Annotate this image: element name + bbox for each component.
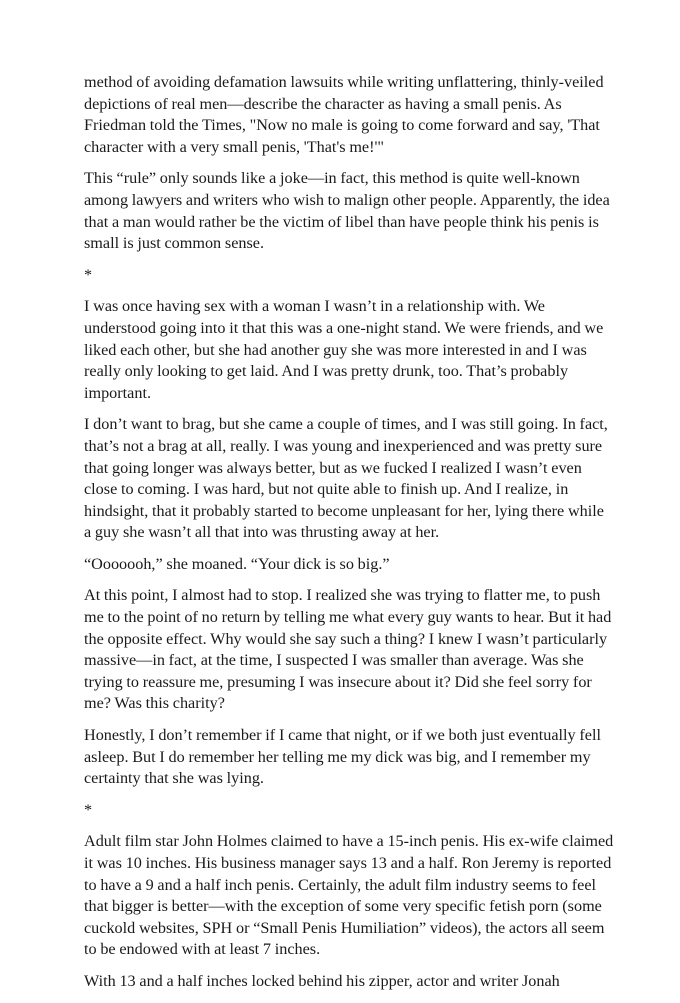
paragraph-honestly: Honestly, I don’t remember if I came that night, or if we both just eventually fell asleep. But I do remember her telling me my dick was big, and I remember my certainty that she was lying.: [84, 726, 601, 788]
document-page: [84, 72, 614, 1003]
section-separator: *: [84, 800, 93, 819]
paragraph-almost-stop: At this point, I almost had to stop. I realized she was trying to flatter me, to push me to the point of no return by telling me what every guy wants to hear. But it had the opposite effect. Why would she say such a thing? I knew I wasn’t particularly massive—in fact, at the time, I suspected I was smaller than average. Was she trying to reassure me, presuming I was insecure about it? Did she feel sorry for me? Was this charity?: [84, 586, 612, 713]
paragraph-quote-moan: “Ooooooh,” she moaned. “Your dick is so big.”: [84, 554, 390, 573]
paragraph-adult-film: Adult film star John Holmes claimed to have a 15-inch penis. His ex-wife claimed it was 10 inches. His business manager says 13 and a half. Ron Jeremy is reported to have a 9 and a half inch penis. Certainly, the adult film industry seems to feel that bigger is better—with the exception of some very specific fetish porn (some cuckold websites, SPH or “Small Penis Humiliation” videos), the actors all seem to be endowed with at least 7 inches.: [84, 832, 614, 959]
paragraph-one-night-stand: I was once having sex with a woman I wasn’t in a relationship with. We understood going into it that this was a one-night stand. We were friends, and we liked each other, but she had another guy she was more interested in and I was really only looking to get laid. And I was pretty drunk, too. That’s probably important.: [84, 297, 604, 402]
section-separator: *: [84, 265, 93, 284]
paragraph-still-going: I don’t want to brag, but she came a couple of times, and I was still going. In fact, that’s not a brag at all, really. I was young and inexperienced and was pretty sure that going longer was always better, but as we fucked I realized I wasn’t even close to coming. I was hard, but not quite able to finish up. And I realize, in hindsight, that it probably started to become unpleasant for her, lying there while a guy she wasn’t all that into was thrusting away at her.: [84, 415, 608, 542]
paragraph-jonah: With 13 and a half inches locked behind his zipper, actor and writer Jonah: [84, 971, 560, 990]
paragraph-rule-joke: This “rule” only sounds like a joke—in fact, this method is quite well-known among lawyers and writers who wish to malign other people. Apparently, the idea that a man would rather be the victim of libel than have people think his penis is small is just common sense.: [84, 169, 610, 253]
paragraph-defamation-method: method of avoiding defamation lawsuits while writing unflattering, thinly-veiled depictions of real men—describe the character as having a small penis. As Friedman told the Times, "Now no male is going to come forward and say, 'That character with a very small penis, 'That's me!'": [84, 73, 604, 156]
